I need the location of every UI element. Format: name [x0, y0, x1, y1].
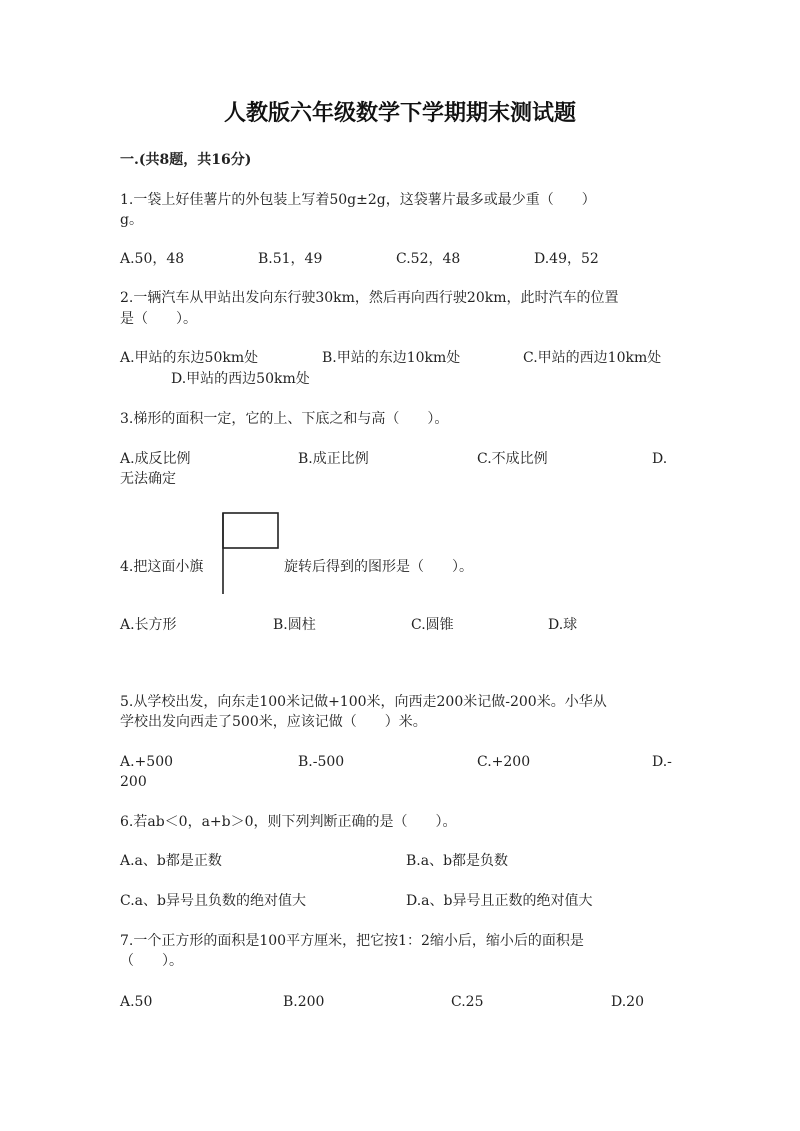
question-5-text: 5.从学校出发，向东走100米记做+100米，向西走200米记做-200米。小华从	[120, 694, 607, 710]
question-2-text: 2.一辆汽车从甲站出发向东行驶30km，然后再向西行驶20km，此时汽车的位置	[120, 290, 619, 306]
question-3-option-d[interactable]: D.	[652, 451, 668, 467]
question-1-option-c[interactable]: C.52，48	[396, 251, 461, 267]
question-7-option-b[interactable]: B.200	[283, 994, 325, 1010]
question-2-option-c[interactable]: C.甲站的西边10km处	[523, 350, 662, 366]
question-7-option-c[interactable]: C.25	[451, 994, 484, 1010]
question-4-option-b[interactable]: B.圆柱	[273, 617, 316, 633]
question-7-text: 7.一个正方形的面积是100平方厘米，把它按1：2缩小后，缩小后的面积是	[120, 933, 584, 949]
question-6-option-b[interactable]: B.a、b都是负数	[406, 853, 509, 869]
page-title: 人教版六年级数学下学期期末测试题	[223, 100, 576, 126]
question-3-option-a[interactable]: A.成反比例	[120, 451, 191, 467]
question-1-text-cont: g。	[120, 212, 143, 228]
question-6-option-d[interactable]: D.a、b异号且正数的绝对值大	[406, 893, 593, 909]
question-4-option-c[interactable]: C.圆锥	[411, 617, 454, 633]
question-5-text-cont: 学校出发向西走了500米，应该记做（ ）米。	[120, 714, 427, 730]
question-3-option-c[interactable]: C.不成比例	[477, 451, 548, 467]
question-6-option-c[interactable]: C.a、b异号且负数的绝对值大	[120, 893, 306, 909]
question-4-option-a[interactable]: A.长方形	[120, 617, 177, 633]
flag-figure	[222, 512, 282, 596]
question-5-option-d[interactable]: D.-	[652, 754, 672, 770]
question-2-text-cont: 是（ ）。	[120, 311, 197, 327]
section-heading: 一.(共8题，共16分)	[120, 152, 252, 168]
question-6-option-a[interactable]: A.a、b都是正数	[120, 853, 222, 869]
question-5-option-a[interactable]: A.+500	[120, 754, 174, 770]
question-7-text-cont: （ ）。	[120, 953, 183, 969]
question-3-option-d-wrap: 无法确定	[120, 471, 176, 487]
question-1-option-d[interactable]: D.49，52	[534, 251, 599, 267]
question-1-text: 1.一袋上好佳薯片的外包装上写着50g±2g，这袋薯片最多或最少重（ ）	[120, 192, 596, 208]
question-2-option-b[interactable]: B.甲站的东边10km处	[322, 350, 461, 366]
question-7-option-a[interactable]: A.50	[120, 994, 153, 1010]
question-7-option-d[interactable]: D.20	[611, 994, 644, 1010]
question-5-option-c[interactable]: C.+200	[477, 754, 531, 770]
question-2-option-d[interactable]: D.甲站的西边50km处	[171, 371, 310, 387]
question-3-option-b[interactable]: B.成正比例	[298, 451, 369, 467]
question-5-option-b[interactable]: B.-500	[298, 754, 345, 770]
question-4-text-cont: 旋转后得到的图形是（ ）。	[284, 559, 473, 575]
question-1-option-a[interactable]: A.50，48	[120, 251, 185, 267]
question-4-text: 4.把这面小旗	[120, 559, 204, 575]
question-1-option-b[interactable]: B.51，49	[258, 251, 323, 267]
question-6-text: 6.若ab＜0，a+b＞0，则下列判断正确的是（ ）。	[120, 814, 457, 830]
flag-cloth	[223, 513, 278, 548]
question-5-option-d-wrap: 200	[120, 774, 147, 790]
question-4-option-d[interactable]: D.球	[548, 617, 578, 633]
question-3-text: 3.梯形的面积一定，它的上、下底之和与高（ ）。	[120, 411, 449, 427]
question-2-option-a[interactable]: A.甲站的东边50km处	[120, 350, 259, 366]
